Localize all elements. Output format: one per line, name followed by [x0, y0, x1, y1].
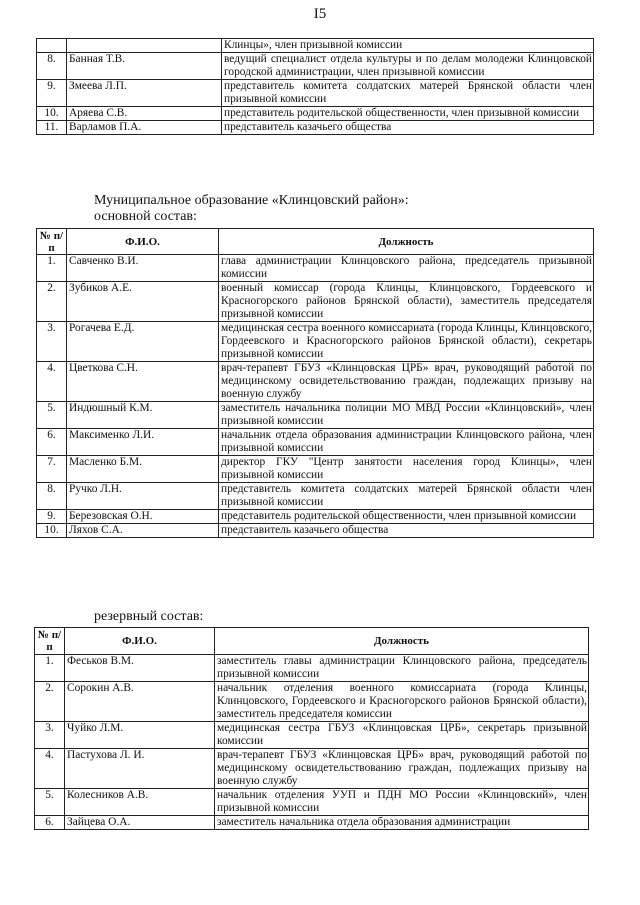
table-row — [37, 456, 594, 483]
header-num: № п/п — [35, 628, 65, 655]
row-number: 10. — [37, 524, 67, 538]
section-reserve-heading: резервный состав: — [94, 609, 204, 624]
table-row — [37, 53, 594, 80]
section-main-heading — [94, 193, 409, 225]
row-name: Аряева С.В. — [67, 107, 222, 121]
row-position: заместитель начальника полиции МО МВД России «Клинцовский», член призывной комиссии — [219, 402, 594, 429]
row-position: представитель казачьего общества — [222, 121, 594, 135]
row-name: Колесников А.В. — [65, 789, 215, 816]
row-name: Максименко Л.И. — [67, 429, 219, 456]
row-name: Ручко Л.Н. — [67, 483, 219, 510]
row-position: Клинцы», член призывной комиссии — [222, 39, 594, 53]
row-number: 3. — [35, 722, 65, 749]
table-header-row — [37, 229, 594, 255]
row-position: представитель казачьего общества — [219, 524, 594, 538]
row-position: представитель родительской общественности, член призывной комиссии — [222, 107, 594, 121]
table-row — [37, 322, 594, 362]
header-name: Ф.И.О. — [65, 628, 215, 655]
table-row — [37, 39, 594, 53]
row-name: Зайцева О.А. — [65, 816, 215, 830]
row-number: 1. — [35, 655, 65, 682]
table-row — [37, 429, 594, 456]
table-row — [37, 282, 594, 322]
row-name — [67, 39, 222, 53]
row-name: Феськов В.М. — [65, 655, 215, 682]
header-position: Должность — [219, 229, 594, 255]
row-number: 10. — [37, 107, 67, 121]
table-row — [35, 816, 589, 830]
row-position: начальник отделения военного комиссариата (города Клинцы, Клинцовского, Гордеевского и Красногорского районов Брянской области), заместитель председателя комиссии — [215, 682, 589, 722]
row-position: представитель родительской общественности, член призывной комиссии — [219, 510, 594, 524]
row-name: Варламов П.А. — [67, 121, 222, 135]
row-number: 9. — [37, 80, 67, 107]
row-number: 6. — [35, 816, 65, 830]
row-position: начальник отдела образования администрации Клинцовского района, член призывной комиссии — [219, 429, 594, 456]
table-row — [35, 722, 589, 749]
table-main-composition — [36, 228, 594, 538]
table-row — [37, 107, 594, 121]
header-position: Должность — [215, 628, 589, 655]
row-name: Индюшный К.М. — [67, 402, 219, 429]
row-position: ведущий специалист отдела культуры и по делам молодежи Клинцовской городской администрации, член призывной комиссии — [222, 53, 594, 80]
table-row — [35, 789, 589, 816]
table-row — [37, 524, 594, 538]
row-position: заместитель начальника отдела образования администрации — [215, 816, 589, 830]
row-number: 7. — [37, 456, 67, 483]
page-number: I5 — [313, 6, 327, 22]
row-number: 5. — [37, 402, 67, 429]
row-name: Ляхов С.А. — [67, 524, 219, 538]
row-number: 4. — [37, 362, 67, 402]
row-name: Березовская О.Н. — [67, 510, 219, 524]
row-name: Зубиков А.Е. — [67, 282, 219, 322]
row-number: 6. — [37, 429, 67, 456]
row-position: представитель комитета солдатских матерей Брянской области член призывной комиссии — [219, 483, 594, 510]
row-number: 8. — [37, 483, 67, 510]
row-name: Чуйко Л.М. — [65, 722, 215, 749]
row-position: заместитель главы администрации Клинцовского района, председатель призывной комиссии — [215, 655, 589, 682]
section-main-heading-line1: Муниципальное образование «Клинцовский район»: — [94, 193, 409, 208]
row-number: 1. — [37, 255, 67, 282]
table-row — [37, 510, 594, 524]
table-header-row — [35, 628, 589, 655]
table-row — [35, 682, 589, 722]
table-row — [37, 121, 594, 135]
row-number: 4. — [35, 749, 65, 789]
table-row — [37, 255, 594, 282]
row-number: 11. — [37, 121, 67, 135]
header-name: Ф.И.О. — [67, 229, 219, 255]
row-name: Сорокин А.В. — [65, 682, 215, 722]
row-position: начальник отделения УУП и ПДН МО России «Клинцовский», член призывной комиссии — [215, 789, 589, 816]
table-row — [37, 483, 594, 510]
row-name: Рогачева Е.Д. — [67, 322, 219, 362]
table-top-continuation — [36, 38, 594, 135]
table-row — [35, 749, 589, 789]
table-row — [35, 655, 589, 682]
row-name: Пастухова Л. И. — [65, 749, 215, 789]
table-row — [37, 362, 594, 402]
row-number: 3. — [37, 322, 67, 362]
row-position: медицинская сестра ГБУЗ «Клинцовская ЦРБ», секретарь призывной комиссии — [215, 722, 589, 749]
section-main-heading-line2: основной состав: — [94, 209, 197, 224]
row-number: 9. — [37, 510, 67, 524]
row-number: 2. — [35, 682, 65, 722]
row-name: Банная Т.В. — [67, 53, 222, 80]
row-name: Цветкова С.Н. — [67, 362, 219, 402]
row-position: врач-терапевт ГБУЗ «Клинцовская ЦРБ» врач, руководящий работой по медицинскому освидетельствованию граждан, подлежащих призыву на военную службу — [215, 749, 589, 789]
row-position: врач-терапевт ГБУЗ «Клинцовская ЦРБ» врач, руководящий работой по медицинскому освидетельствованию граждан, подлежащих призыву на военную службу — [219, 362, 594, 402]
row-position: медицинская сестра военного комиссариата (города Клинцы, Клинцовского, Гордеевского и Красногорского районов Брянской области), секретарь призывной комиссии — [219, 322, 594, 362]
row-position: военный комиссар (города Клинцы, Клинцовского, Гордеевского и Красногорского районов Брянской области), заместитель председателя призывной комиссии — [219, 282, 594, 322]
row-position: директор ГКУ "Центр занятости населения город Клинцы», член призывной комиссии — [219, 456, 594, 483]
row-number: 5. — [35, 789, 65, 816]
row-number: 8. — [37, 53, 67, 80]
row-position: представитель комитета солдатских матерей Брянской области член призывной комиссии — [222, 80, 594, 107]
table-reserve-composition — [34, 627, 589, 830]
row-name: Змеева Л.П. — [67, 80, 222, 107]
row-position: глава администрации Клинцовского района, председатель призывной комиссии — [219, 255, 594, 282]
row-number — [37, 39, 67, 53]
row-name: Савченко В.И. — [67, 255, 219, 282]
row-number: 2. — [37, 282, 67, 322]
row-name: Масленко Б.М. — [67, 456, 219, 483]
table-row — [37, 402, 594, 429]
header-num: № п/п — [37, 229, 67, 255]
table-row — [37, 80, 594, 107]
